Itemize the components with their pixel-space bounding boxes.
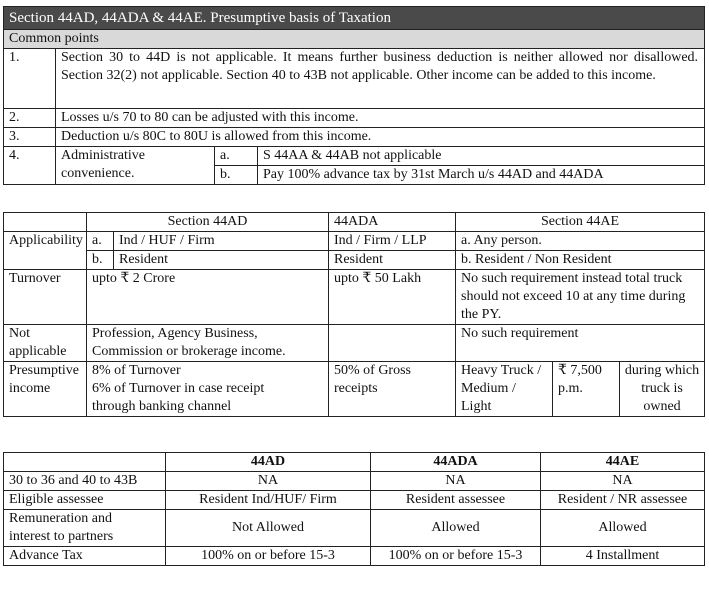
cell-44ae: b. Resident / Non Resident <box>456 251 705 270</box>
not-applicable-label: Not applicable <box>4 325 87 362</box>
table-row <box>4 109 705 128</box>
row-number: 1. <box>4 49 56 109</box>
item-text: S 44AA & 44AB not applicable <box>258 147 705 166</box>
row-label: 30 to 36 and 40 to 43B <box>4 472 166 491</box>
table-subtitle: Common points <box>4 30 705 49</box>
cell-44ada: upto ₹ 50 Lakh <box>329 270 456 325</box>
header-row <box>4 453 705 472</box>
table-title-row <box>4 7 705 30</box>
row-number: 2. <box>4 109 56 128</box>
header-44ae: 44AE <box>541 453 705 472</box>
row-text: Section 30 to 44D is not applicable. It means further business deduction is neither allowed nor disallowed. Section 32(2) not applicable. Section 40 to 43B not applicable. Other income can be added to this income. <box>56 49 705 109</box>
cell-44ae: a. Any person. <box>456 232 705 251</box>
cell-44ada: Resident assessee <box>371 491 541 510</box>
header-44ad: Section 44AD <box>87 213 329 232</box>
cell-44ad: Profession, Agency Business, Commission or brokerage income. <box>87 325 329 362</box>
cell-44ada: NA <box>371 472 541 491</box>
header-row <box>4 213 705 232</box>
header-44ada: 44ADA <box>371 453 541 472</box>
cell-44ae: No such requirement <box>456 325 705 362</box>
cell-44ae: 4 Installment <box>541 547 705 566</box>
table-row <box>4 491 705 510</box>
table-row <box>4 472 705 491</box>
item-letter: b. <box>87 251 114 270</box>
cell-44ae: Resident / NR assessee <box>541 491 705 510</box>
table-row <box>4 362 705 417</box>
cell-44ada: 50% of Gross receipts <box>329 362 456 417</box>
row-label: Advance Tax <box>4 547 166 566</box>
cell-44ad: Resident <box>114 251 329 270</box>
row-number: 3. <box>4 128 56 147</box>
row-label: Remuneration and interest to partners <box>4 510 166 547</box>
item-letter: a. <box>87 232 114 251</box>
cell-44ad: 100% on or before 15-3 <box>166 547 371 566</box>
cell-44ae-during: during which truck is owned <box>620 362 705 417</box>
header-44ae: Section 44AE <box>456 213 705 232</box>
cell-44ae: NA <box>541 472 705 491</box>
cell-44ad: upto ₹ 2 Crore <box>87 270 329 325</box>
cell-44ae: Allowed <box>541 510 705 547</box>
table-row <box>4 510 705 547</box>
cell-44ad: Ind / HUF / Firm <box>114 232 329 251</box>
table-row <box>4 128 705 147</box>
cell-44ada <box>329 325 456 362</box>
cell-44ad: Resident Ind/HUF/ Firm <box>166 491 371 510</box>
table-row <box>4 251 705 270</box>
cell-44ada: Allowed <box>371 510 541 547</box>
row-number: 4. <box>4 147 56 185</box>
header-44ada: 44ADA <box>329 213 456 232</box>
header-44ad: 44AD <box>166 453 371 472</box>
applicability-label: Applicability <box>4 232 87 270</box>
item-letter: a. <box>215 147 258 166</box>
cell-44ada: Ind / Firm / LLP <box>329 232 456 251</box>
table-row <box>4 147 705 166</box>
presumptive-rate-1: 8% of Turnover <box>92 363 181 378</box>
summary-table <box>3 452 705 566</box>
common-points-table <box>3 6 705 185</box>
presumptive-rate-2: 6% of Turnover in case receipt through banking channel <box>92 381 265 414</box>
row-text: Deduction u/s 80C to 80U is allowed from this income. <box>56 128 705 147</box>
cell-44ada: Resident <box>329 251 456 270</box>
turnover-label: Turnover <box>4 270 87 325</box>
cell-44ae: No such requirement instead total truck should not exceed 10 at any time during the PY. <box>456 270 705 325</box>
row-text: Losses u/s 70 to 80 can be adjusted with this income. <box>56 109 705 128</box>
item-text: Pay 100% advance tax by 31st March u/s 44AD and 44ADA <box>258 166 705 185</box>
presumptive-label: Presumptive income <box>4 362 87 417</box>
row-label: Eligible assessee <box>4 491 166 510</box>
cell-44ad <box>87 362 329 417</box>
section-comparison-table <box>3 212 705 417</box>
row-label: Administrative convenience. <box>56 147 215 185</box>
table-row <box>4 49 705 109</box>
table-row <box>4 270 705 325</box>
table-row <box>4 232 705 251</box>
cell-44ae-truck: Heavy Truck / Medium / Light <box>456 362 553 417</box>
table-row <box>4 325 705 362</box>
cell-44ad: NA <box>166 472 371 491</box>
cell-44ada: 100% on or before 15-3 <box>371 547 541 566</box>
cell-44ad: Not Allowed <box>166 510 371 547</box>
table-row <box>4 547 705 566</box>
table-title: Section 44AD, 44ADA & 44AE. Presumptive basis of Taxation <box>4 7 705 30</box>
cell-44ae-rate: ₹ 7,500 p.m. <box>553 362 620 417</box>
item-letter: b. <box>215 166 258 185</box>
subtitle-row <box>4 30 705 49</box>
